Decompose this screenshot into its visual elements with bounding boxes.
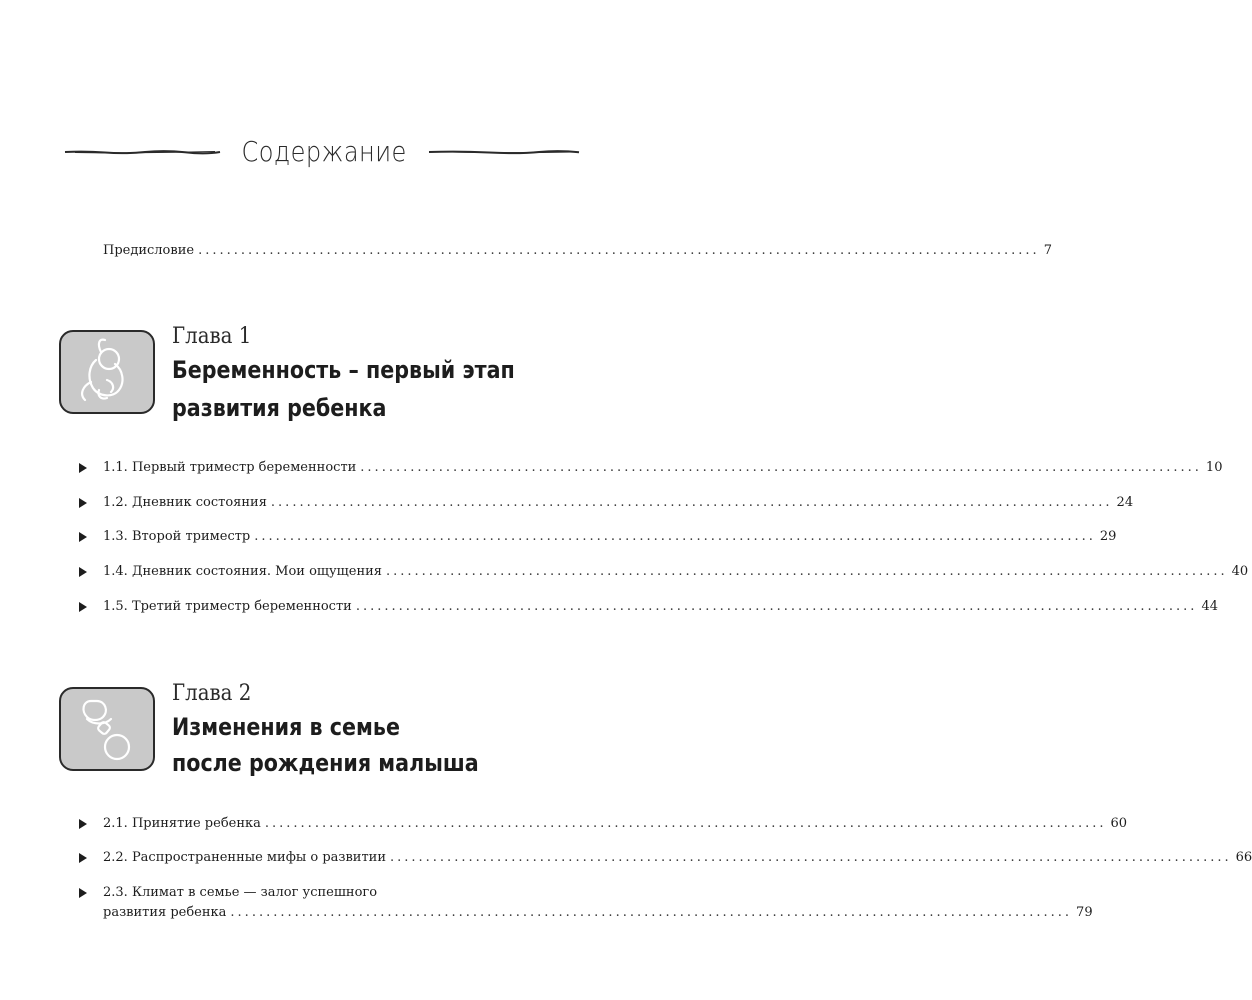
pacifier-icon [59, 687, 155, 771]
toc-entry[interactable] [103, 493, 1134, 513]
chapter-label: Глава 1 [172, 324, 252, 349]
entry-page: 24 [1116, 495, 1134, 510]
dot-leader: ...................................................................................................................... [264, 816, 1107, 831]
chapter-title-line2: развития ребенка [172, 394, 387, 422]
dot-leader: ...................................................................................................................... [198, 243, 1040, 258]
dot-leader: ...................................................................................................................... [270, 495, 1113, 510]
entry-page: 10 [1205, 460, 1223, 475]
entry-page: 7 [1043, 243, 1052, 258]
entry-label: 2.3. Климат в семье — залог успешного [103, 885, 378, 900]
chapter-title-line1: Изменения в семье [172, 713, 400, 741]
bullet-arrow-icon [79, 853, 87, 863]
toc-entry[interactable] [103, 527, 1117, 547]
toc-entry-preface[interactable] [103, 241, 1052, 261]
entry-page: 79 [1076, 905, 1093, 920]
toc-entry[interactable] [103, 883, 1093, 923]
bullet-arrow-icon [79, 602, 87, 612]
entry-label: 2.2. Распространенные мифы о развитии [103, 850, 386, 865]
toc-entry[interactable] [103, 848, 1252, 868]
entry-label: 1.5. Третий триместр беременности [103, 599, 352, 614]
chapter-label: Глава 2 [172, 681, 252, 706]
chapter-title-line2: после рождения малыша [172, 749, 479, 777]
bullet-arrow-icon [79, 819, 87, 829]
toc-entry[interactable] [103, 597, 1218, 617]
dot-leader: ...................................................................................................................... [385, 564, 1228, 579]
bullet-arrow-icon [79, 888, 87, 898]
entry-page: 66 [1235, 850, 1252, 865]
entry-label: 1.3. Второй триместр [103, 529, 251, 544]
dot-leader: ...................................................................................................................... [360, 460, 1202, 475]
dot-leader: ...................................................................................................................... [230, 905, 1073, 920]
fetus-icon [59, 330, 155, 414]
entry-label: 2.1. Принятие ребенка [103, 816, 261, 831]
toc-entry[interactable] [103, 814, 1128, 834]
entry-label: 1.4. Дневник состояния. Мои ощущения [103, 564, 382, 579]
entry-label: 1.1. Первый триместр беременности [103, 460, 357, 475]
toc-heading [0, 135, 644, 168]
entry-label: 1.2. Дневник состояния [103, 495, 267, 510]
page-title: Содержание [241, 135, 408, 168]
bullet-arrow-icon [79, 567, 87, 577]
entry-label: Предисловие [103, 243, 195, 258]
bullet-arrow-icon [79, 463, 87, 473]
chapter-title-line1: Беременность – первый этап [172, 356, 515, 384]
dot-leader: ...................................................................................................................... [254, 529, 1096, 544]
bullet-arrow-icon [79, 532, 87, 542]
entry-page: 44 [1201, 599, 1218, 614]
toc-entry[interactable] [103, 458, 1223, 478]
heading-rule-left [65, 148, 220, 156]
entry-page: 40 [1231, 564, 1249, 579]
dot-leader: ...................................................................................................................... [355, 599, 1198, 614]
entry-page: 29 [1099, 529, 1117, 544]
heading-rule-right [429, 148, 579, 156]
dot-leader: ...................................................................................................................... [390, 850, 1232, 865]
entry-page: 60 [1110, 816, 1128, 831]
entry-label-line2: развития ребенка [103, 905, 227, 920]
toc-entry[interactable] [103, 562, 1249, 582]
bullet-arrow-icon [79, 498, 87, 508]
